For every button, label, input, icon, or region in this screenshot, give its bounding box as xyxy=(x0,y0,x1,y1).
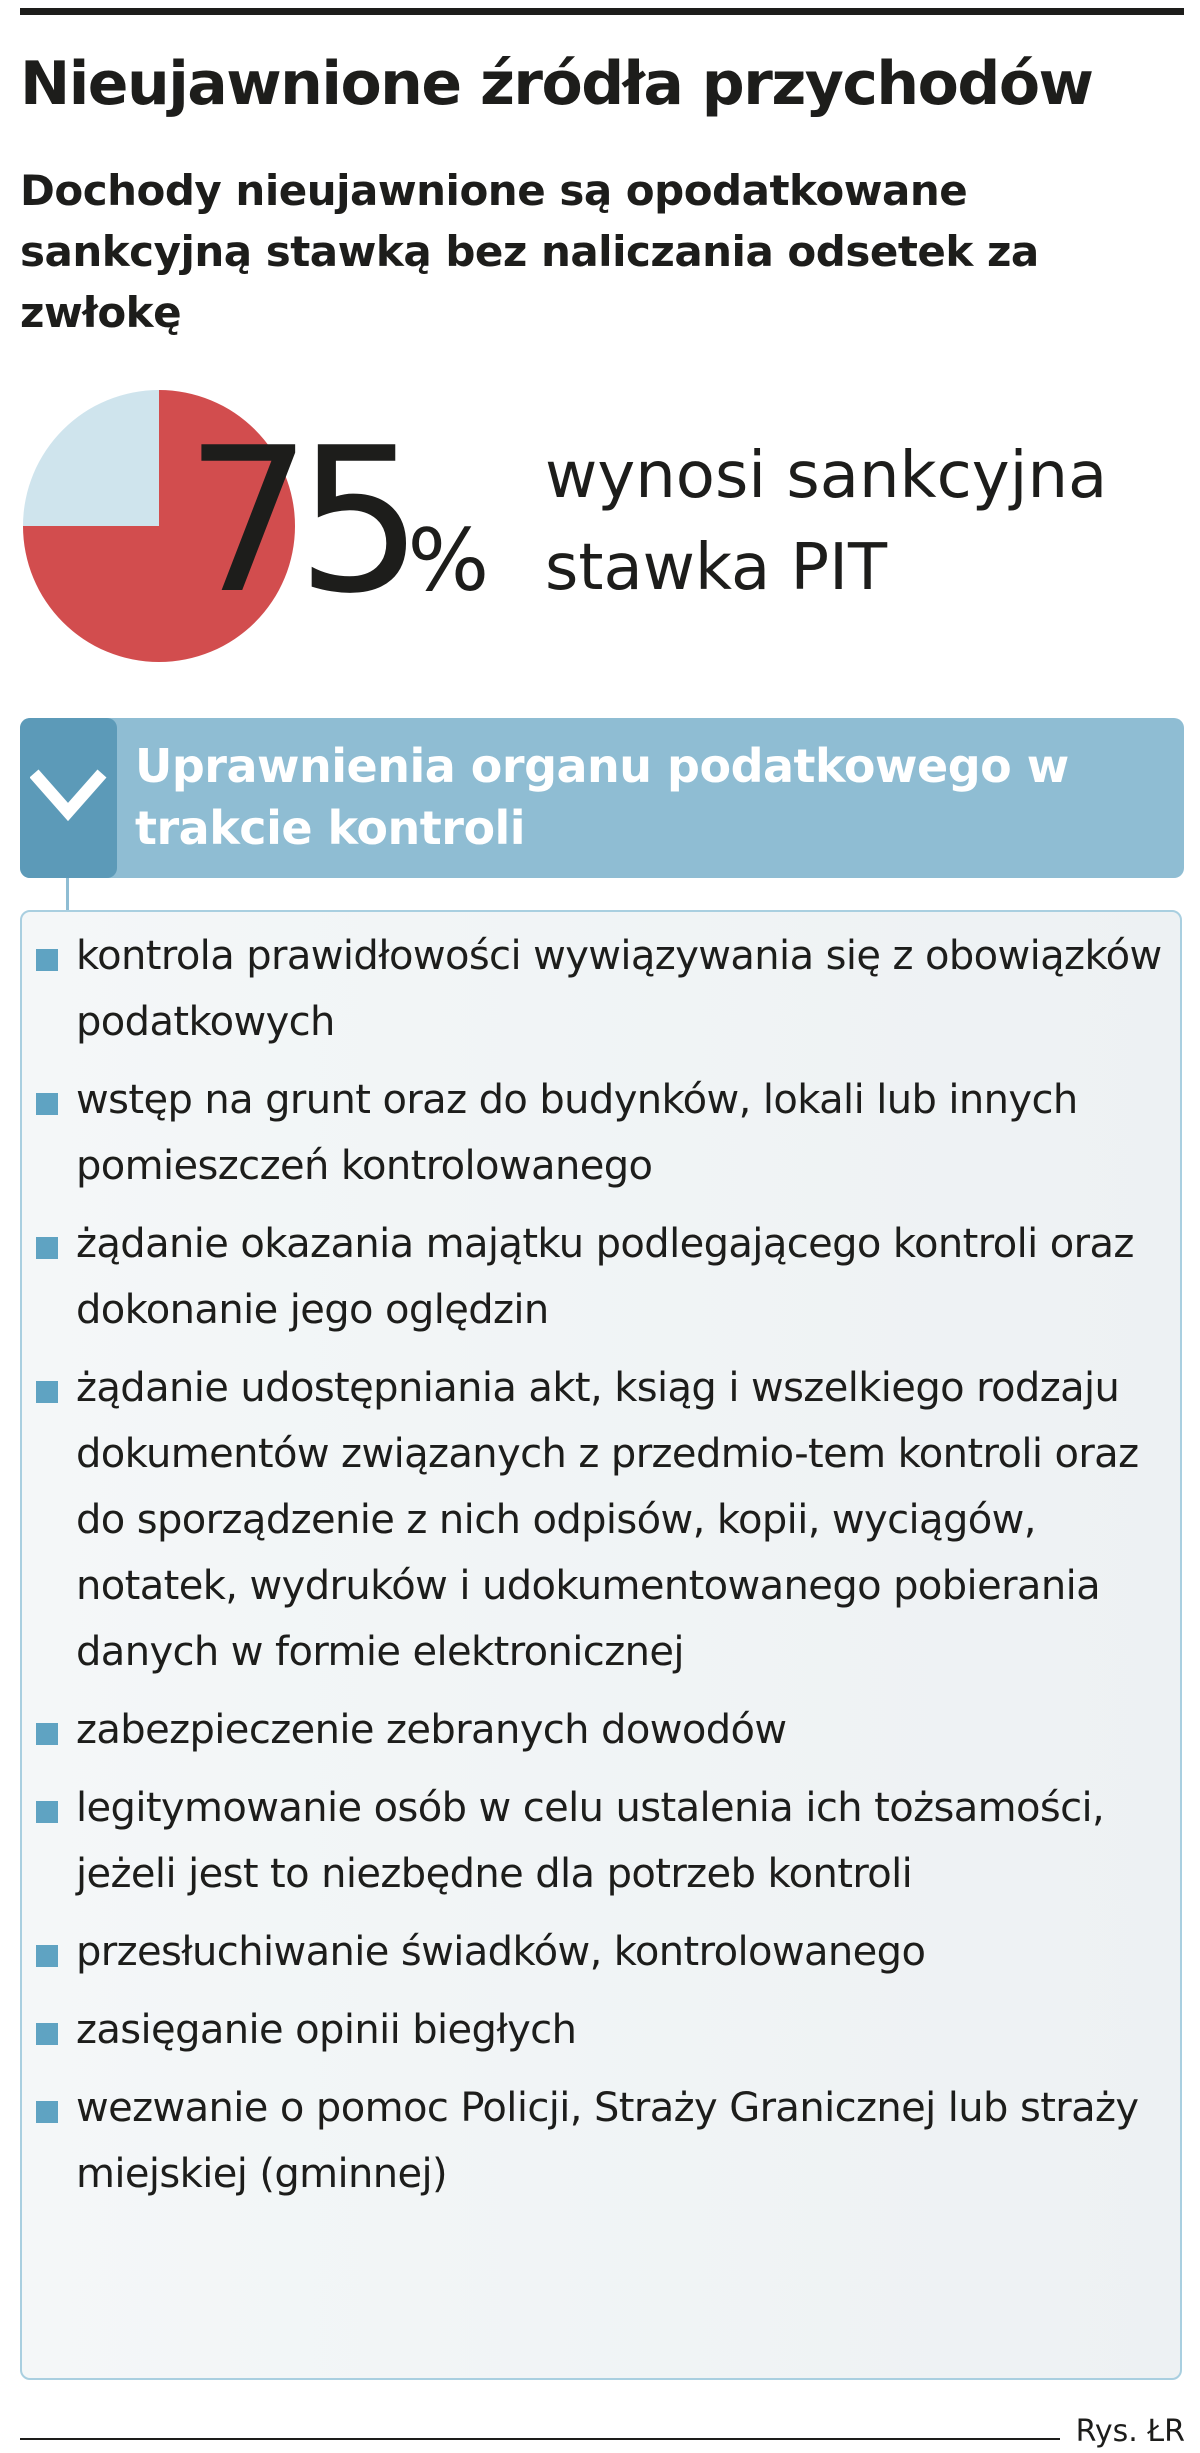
bullet-square-icon xyxy=(36,1723,58,1745)
big-number-unit: % xyxy=(407,511,490,611)
bullet-square-icon xyxy=(36,1237,58,1259)
connector-line xyxy=(66,878,69,912)
bullet-square-icon xyxy=(36,2023,58,2045)
bullet-square-icon xyxy=(36,1093,58,1115)
list-item xyxy=(34,1697,1174,1763)
pie-slice-pozostale xyxy=(23,390,159,526)
chart-subtitle: Dochody nieujawnione są opodatkowane sankcyjną stawką bez naliczania odsetek za zwłokę xyxy=(20,166,1039,337)
powers-list xyxy=(34,923,1174,2219)
big-number xyxy=(185,402,489,642)
list-item-text: przesłuchiwanie świadków, kontrolowanego xyxy=(76,1929,926,1975)
list-item xyxy=(34,1997,1174,2063)
list-item xyxy=(34,1919,1174,1985)
chevron-box xyxy=(20,718,117,878)
list-item-text: wezwanie o pomoc Policji, Straży Granicznej lub straży miejskiej (gminnej) xyxy=(76,2085,1139,2197)
section-title: Uprawnienia organu podatkowego w trakcie kontroli xyxy=(135,739,1069,855)
list-item xyxy=(34,1211,1174,1343)
bullet-square-icon xyxy=(36,949,58,971)
bottom-rule xyxy=(20,2438,1060,2440)
bullet-square-icon xyxy=(36,1381,58,1403)
bullet-square-icon xyxy=(36,2101,58,2123)
list-item-text: żądanie okazania majątku podlegającego kontroli oraz dokonanie jego oględzin xyxy=(76,1221,1134,1333)
list-item-text: kontrola prawidłowości wywiązywania się z obowiązków podatkowych xyxy=(76,933,1162,1045)
chevron-down-icon xyxy=(30,768,107,824)
stat-annotation: wynosi sankcyjna stawka PIT xyxy=(545,439,1108,605)
list-item xyxy=(34,923,1174,1055)
list-item-text: żądanie udostępniania akt, ksiąg i wszelkiego rodzaju dokumentów związanych z przedmio-tem kontroli oraz do sporządzenie z nich odpisów, kopii, wyciągów, notatek, wydruków i udokumentowanego pobierania danych w formie elektronicznej xyxy=(76,1365,1139,1675)
bullet-square-icon xyxy=(36,1945,58,1967)
top-rule xyxy=(20,8,1184,15)
list-item-text: wstęp na grunt oraz do budynków, lokali lub innych pomieszczeń kontrolowanego xyxy=(76,1077,1078,1189)
list-item xyxy=(34,1355,1174,1685)
list-item xyxy=(34,1067,1174,1199)
credit: Rys. ŁR xyxy=(1075,2414,1185,2449)
list-item-text: zabezpieczenie zebranych dowodów xyxy=(76,1707,787,1753)
list-item xyxy=(34,2075,1174,2207)
big-number-value: 75 xyxy=(185,405,408,638)
chart-title: Nieujawnione źródła przychodów xyxy=(20,49,1093,119)
bullet-square-icon xyxy=(36,1801,58,1823)
list-item xyxy=(34,1775,1174,1907)
list-item-text: zasięganie opinii biegłych xyxy=(76,2007,577,2053)
list-item-text: legitymowanie osób w celu ustalenia ich tożsamości, jeżeli jest to niezbędne dla potrzeb kontroli xyxy=(76,1785,1105,1897)
